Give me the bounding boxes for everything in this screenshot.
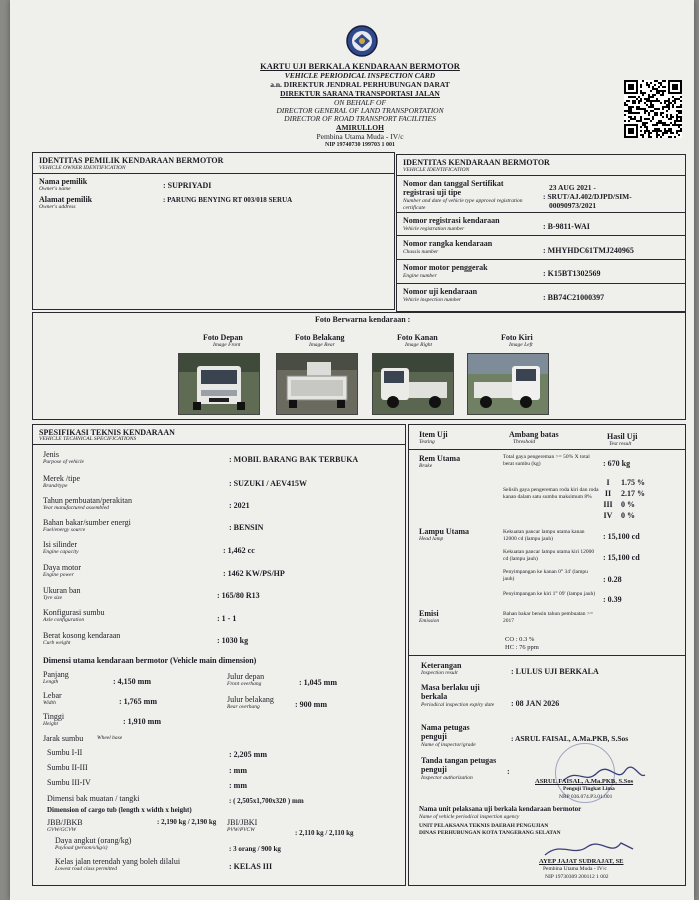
spec-tahun-en: Year manufactured assembled xyxy=(43,505,109,511)
spec-sumbu-label: Konfigurasi sumbu xyxy=(43,608,105,617)
axle-2-label: II xyxy=(604,489,612,498)
test-box xyxy=(408,424,686,886)
photo-left-label-en: Image Left xyxy=(509,342,533,348)
sumbu2-label: Sumbu II-III xyxy=(47,763,88,772)
spec-berat-value: : 1030 kg xyxy=(217,636,249,645)
spec-bbm-en: Fuel/energy source xyxy=(43,527,86,533)
sig-rank: Penguji Tingkat Lima xyxy=(563,786,615,792)
photos-title: Foto Berwarna kendaraan : xyxy=(315,315,411,324)
card-title-en: VEHICLE PERIODICAL INSPECTION CARD xyxy=(284,71,436,80)
petugas-value: : ASRUL FAISAL, A.Ma.PKB, S.Sos xyxy=(511,734,629,743)
owner-title-en: VEHICLE OWNER IDENTIFICATION xyxy=(39,165,126,171)
spec-jenis-value: : MOBIL BARANG BAK TERBUKA xyxy=(229,455,359,464)
jbb-en: GVW/GCVW xyxy=(47,827,77,833)
spec-silinder-label: Isi silinder xyxy=(43,540,77,549)
lebar-label: Lebar xyxy=(43,691,62,700)
rem-en: Brake xyxy=(419,463,433,469)
header-signer: AMIRULLOH xyxy=(336,123,384,132)
emisi-hc: HC : 76 ppm xyxy=(505,644,539,651)
daya-angkut-label: Daya angkut (orang/kg) xyxy=(55,836,132,845)
keterangan-value: : LULUS UJI BERKALA xyxy=(511,667,599,676)
julur-depan-label: Julur depan xyxy=(227,672,265,681)
photo-front xyxy=(178,353,260,415)
cargo-label: Dimension of cargo tub (length x width x height) xyxy=(47,806,192,814)
lampu-result-1: : 15,100 cd xyxy=(603,532,640,541)
spec-daya-value: : 1462 KW/PS/HP xyxy=(223,569,285,578)
julur-belakang-label: Julur belakang xyxy=(227,695,274,704)
photo-right-label-en: Image Right xyxy=(405,342,433,348)
spec-box xyxy=(32,424,406,886)
lampu-result-3: : 0.28 xyxy=(603,575,622,584)
photo-rear-label: Foto Belakang xyxy=(295,333,345,342)
jarak-label: Jarak sumbu xyxy=(43,734,84,743)
header-director: DIREKTUR SARANA TRANSPORTASI JALAN xyxy=(280,89,440,98)
ttd-label: Tanda tangan petugas penguji xyxy=(421,756,497,774)
spec-berat-label: Berat kosong kendaraan xyxy=(43,631,121,640)
head-rank: Pembina Utama Muda - IV/c xyxy=(543,866,607,872)
vehicle-title-en: VEHICLE IDENTIFICATION xyxy=(403,167,470,173)
spec-tahun-label: Tahun pembuatan/perakitan xyxy=(43,496,132,505)
axle-3-label: III xyxy=(603,500,613,509)
spec-merek-value: : SUZUKI / AEV415W xyxy=(229,479,308,488)
photo-right xyxy=(372,353,454,415)
sig-nrp: NRP 036.074.P3.01.001 xyxy=(559,794,613,800)
photo-rear-label-en: Image Rear xyxy=(309,342,335,348)
insp-value: : BB74C21000397 xyxy=(543,293,605,302)
sig-name: ASRUL FAISAL, A.Ma.PKB, S.Sos xyxy=(535,778,634,785)
selisih-threshold: Selisih gaya pengereman roda kiri dan roda kanan dalam satu sumbu maksimum 8% xyxy=(503,487,599,500)
chassis-label: Nomor rangka kendaraan xyxy=(403,239,493,248)
ttd-colon: : xyxy=(507,767,510,776)
axle-4-label: IV xyxy=(603,511,613,520)
owner-name-value: : SUPRIYADI xyxy=(163,181,212,190)
lampu-threshold-2: Kekuatan pancar lampu utama kiri 12000 cd (lampu jauh) xyxy=(503,549,595,562)
photo-left xyxy=(467,353,549,415)
chassis-value: : MHYHDC61TMJ240965 xyxy=(543,246,634,255)
chassis-label-en: Chassis number xyxy=(403,249,439,255)
keterangan-en: Inspection result xyxy=(421,670,458,676)
garuda-emblem-icon xyxy=(345,24,379,58)
header-nip: NIP 19740730 199703 1 001 xyxy=(324,142,395,148)
spec-jenis-en: Purpose of vehicle xyxy=(43,459,84,465)
julur-depan-value: : 1,045 mm xyxy=(299,678,337,687)
vehicle-title: IDENTITAS KENDARAAN BERMOTOR xyxy=(403,158,550,167)
emisi-threshold: Bahan bakar bensin tahun pembuatan >= 2017 xyxy=(503,611,594,624)
photo-front-label-en: Image Front xyxy=(213,342,241,348)
kelas-label: Kelas jalan terendah yang boleh dilalui xyxy=(55,857,181,866)
axle-1-value: 1.75 % xyxy=(621,478,645,487)
kelas-value: : KELAS III xyxy=(229,862,273,871)
sumbu2-value: : mm xyxy=(229,766,247,775)
masa-en: Periodical inspection expiry date xyxy=(421,702,495,708)
spec-bbm-value: : BENSIN xyxy=(229,523,264,532)
dim-title: Dimensi utama kendaraan bermotor (Vehicle main dimension) xyxy=(43,656,257,665)
spec-silinder-en: Engine capacity xyxy=(43,549,79,555)
lebar-en: Width xyxy=(43,700,56,706)
engine-value: : K15BT1302569 xyxy=(543,269,601,278)
spec-merek-en: Brand/type xyxy=(43,483,68,489)
reg-value: : B-9811-WAI xyxy=(543,222,590,231)
owner-address-value: : PARUNG BENYING RT 003/018 SERUA xyxy=(163,196,293,204)
axle-3-value: 0 % xyxy=(621,500,635,509)
spec-daya-en: Engine power xyxy=(43,572,74,578)
cert-date: 23 AUG 2021 - xyxy=(549,183,596,192)
rem-label: Rem Utama xyxy=(419,454,461,463)
reg-label-en: Vehicle registration number xyxy=(403,226,465,232)
col-threshold-en: Threshold xyxy=(513,439,536,445)
panjang-en: Length xyxy=(43,679,59,685)
spec-jenis-label: Jenis xyxy=(43,450,59,459)
julur-belakang-value: : 900 mm xyxy=(295,700,327,709)
col-threshold: Ambang batas xyxy=(509,430,559,439)
jarak-en: Wheel base xyxy=(97,735,123,741)
lampu-threshold-3: Penyimpangan ke kanan 0° 34' (lampu jauh) xyxy=(503,569,588,582)
engine-label-en: Engine number xyxy=(403,273,437,279)
unit-value-1: UNIT PELAKSANA TEKNIS DAERAH PENGUJIAN xyxy=(419,823,549,829)
photo-rear xyxy=(276,353,358,415)
engine-label: Nomor motor penggerak xyxy=(403,263,488,272)
jbb-value: : 2,190 kg / 2,190 kg xyxy=(157,818,217,826)
petugas-label: Nama petugas penguji xyxy=(421,723,470,741)
spec-sumbu-en: Axle configuration xyxy=(43,617,85,623)
tangki-value: : ( 2,505x1,700x320 ) mm xyxy=(229,797,304,805)
header-dir-en: DIRECTOR OF ROAD TRANSPORT FACILITIES xyxy=(284,114,436,123)
sumbu3-value: : mm xyxy=(229,781,247,790)
cert-label: Nomor dan tanggal Sertifikat registrasi uji tipe xyxy=(403,179,504,197)
sumbu1-label: Sumbu I-II xyxy=(47,748,83,757)
photo-front-label: Foto Depan xyxy=(203,333,243,342)
petugas-en: Name of inspector/grade xyxy=(421,742,476,748)
unit-en: Name of vehicle periodical inspection agency xyxy=(419,814,520,820)
col-item-en: Testing xyxy=(419,439,435,445)
head-nip: NIP 19730309 200112 1 002 xyxy=(545,874,609,880)
masa-label: Masa berlaku uji berkala xyxy=(421,683,480,701)
card-title: KARTU UJI BERKALA KENDARAAN BERMOTOR xyxy=(260,61,460,71)
unit-label: Nama unit pelaksana uji berkala kendaraan bermotor xyxy=(419,805,582,813)
spec-daya-label: Daya motor xyxy=(43,563,81,572)
header-rank: Pembina Utama Muda - IV/c xyxy=(316,132,404,141)
tinggi-label: Tinggi xyxy=(43,712,65,721)
lampu-threshold-4: Penyimpangan ke kiri 1° 09' (lampu jauh) xyxy=(503,591,596,597)
tangki-label: Dimensi bak muatan / tangki xyxy=(47,794,140,803)
owner-box xyxy=(32,152,395,310)
emisi-en: Emission xyxy=(419,618,440,624)
unit-value-2: DINAS PERHUBUNGAN KOTA TANGERANG SELATAN xyxy=(419,830,561,836)
spec-ban-en: Tyre size xyxy=(43,595,63,601)
rem-threshold: Total gaya pengereman >= 50% X total berat sumbu (kg) xyxy=(503,454,590,467)
photos-box xyxy=(32,312,686,420)
spec-berat-en: Curb weight xyxy=(43,640,71,646)
spec-silinder-value: : 1,462 cc xyxy=(223,546,255,555)
tinggi-en: Height xyxy=(43,721,58,727)
spec-tahun-value: : 2021 xyxy=(229,501,250,510)
axle-2-value: 2.17 % xyxy=(621,489,645,498)
col-result-en: Test result xyxy=(609,441,632,447)
header-an: a.n. DIREKTUR JENDRAL PERHUBUNGAN DARAT xyxy=(270,80,450,89)
kelas-en: Lowest road class permitted xyxy=(55,866,117,872)
spec-merek-label: Merek /tipe xyxy=(43,474,81,483)
jbb-label: JBB/JBKB xyxy=(47,818,83,827)
lampu-result-4: : 0.39 xyxy=(603,595,622,604)
owner-name-label: Nama pemilik xyxy=(39,177,88,186)
lampu-threshold-1: Kekuatan pancar lampu utama kanan 12000 cd (lampu jauh) xyxy=(503,529,585,542)
lebar-value: : 1,765 mm xyxy=(119,697,157,706)
cert-label-en: Number and date of vehicle type approval registration certificate xyxy=(403,198,523,211)
owner-name-label-en: Owner's name xyxy=(39,186,71,192)
jbi-label: JBI/JBKI xyxy=(227,818,258,827)
panjang-label: Panjang xyxy=(43,670,69,679)
header-behalf: ON BEHALF OF xyxy=(333,98,387,107)
panjang-value: : 4,150 mm xyxy=(113,677,151,686)
sumbu3-label: Sumbu III-IV xyxy=(47,778,91,787)
masa-value: : 08 JAN 2026 xyxy=(511,699,560,708)
spec-ban-value: : 165/80 R13 xyxy=(217,591,260,600)
spec-ban-label: Ukuran ban xyxy=(43,586,81,595)
axle-4-value: 0 % xyxy=(621,511,635,520)
cert-number: : SRUT/AJ.402/DJPD/SIM- xyxy=(543,192,632,201)
jbi-value: : 2,110 kg / 2,110 kg xyxy=(295,829,354,837)
daya-angkut-en: Payload (person/s/kg/s) xyxy=(55,845,108,851)
keterangan-label: Keterangan xyxy=(421,661,462,670)
insp-label-en: Vehicle inspection number xyxy=(403,297,462,303)
lampu-result-2: : 15,100 cd xyxy=(603,553,640,562)
qr-code xyxy=(624,80,682,138)
vehicle-box xyxy=(396,154,686,312)
spec-sumbu-value: : 1 - 1 xyxy=(217,614,237,623)
col-item: Item Uji xyxy=(419,430,448,439)
julur-belakang-en: Rear overhang xyxy=(227,704,260,710)
col-result: Hasil Uji xyxy=(607,432,638,441)
owner-address-label-en: Owner's address xyxy=(39,204,76,210)
spec-title-en: VEHICLE TECHNICAL SPECIFICATIONS xyxy=(39,436,137,442)
reg-label: Nomor registrasi kendaraan xyxy=(403,216,500,225)
photo-right-label: Foto Kanan xyxy=(397,333,438,342)
lampu-en: Head lamp xyxy=(419,536,444,542)
spec-bbm-label: Bahan bakar/sumber energi xyxy=(43,518,131,527)
emisi-co: CO : 0.3 % xyxy=(505,636,535,643)
cert-number-2: 00090973/2021 xyxy=(549,201,597,210)
rem-result: : 670 kg xyxy=(603,459,631,468)
head-name: AYEP JAJAT SUDRAJAT, SE xyxy=(539,858,624,865)
axle-1-label: I xyxy=(606,478,610,487)
owner-address-label: Alamat pemilik xyxy=(39,195,93,204)
ttd-en: Inspector authorization xyxy=(421,775,473,781)
emisi-label: Emisi xyxy=(419,609,439,618)
lampu-label: Lampu Utama xyxy=(419,527,470,536)
inspection-card xyxy=(10,0,694,900)
owner-title: IDENTITAS PEMILIK KENDARAAN BERMOTOR xyxy=(39,156,224,165)
julur-depan-en: Front overhang xyxy=(227,681,262,687)
photo-left-label: Foto Kiri xyxy=(501,333,533,342)
sumbu1-value: : 2,205 mm xyxy=(229,750,267,759)
daya-angkut-value: : 3 orang / 900 kg xyxy=(229,845,281,853)
tinggi-value: : 1,910 mm xyxy=(123,717,161,726)
insp-label: Nomor uji kendaraan xyxy=(403,287,478,296)
header-dg: DIRECTOR GENERAL OF LAND TRANSPORTATION xyxy=(276,106,444,115)
spec-title: SPESIFIKASI TEKNIS KENDARAAN xyxy=(39,428,175,437)
jbi-en: PVW/PVCW xyxy=(227,827,255,833)
